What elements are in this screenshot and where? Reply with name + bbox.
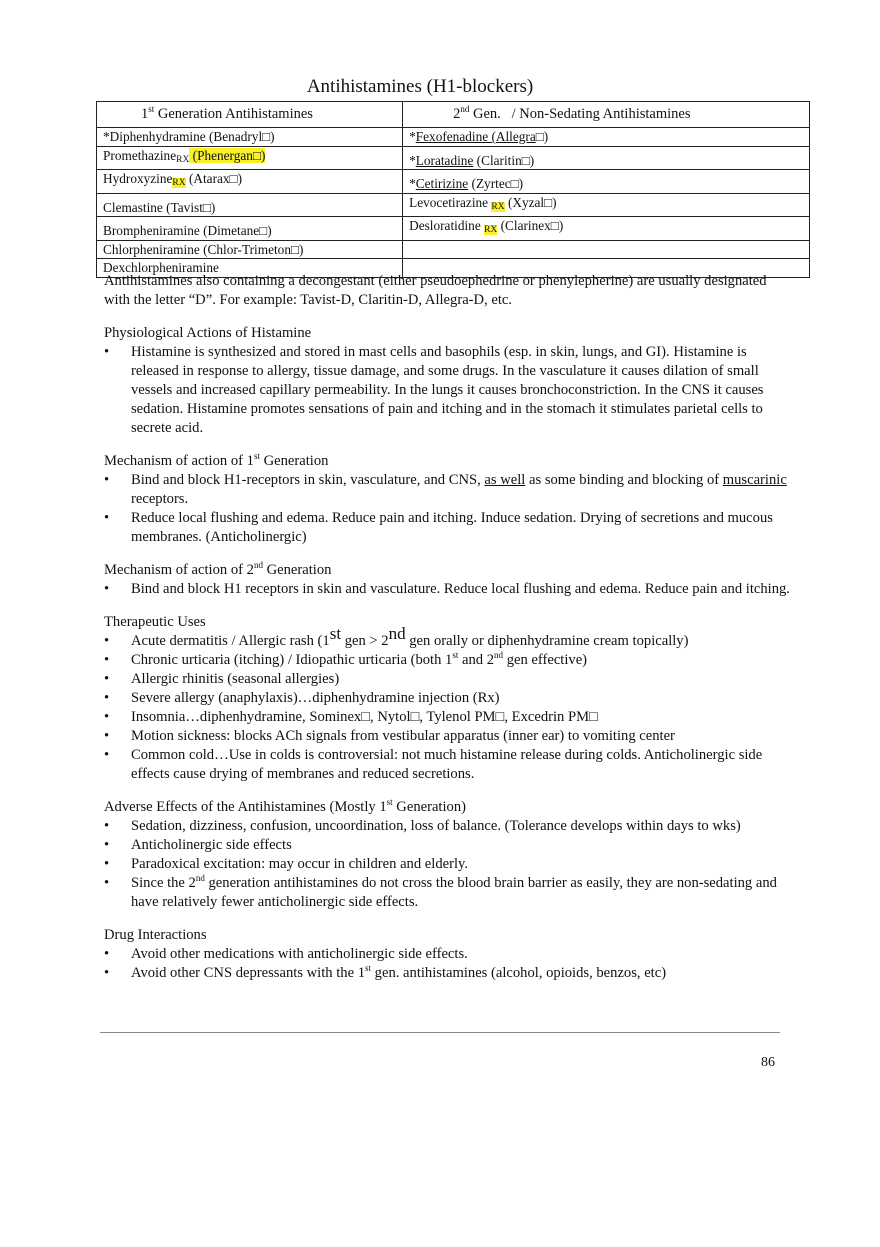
table-cell: Chlorpheniramine (Chlor-Trimeton□)	[97, 240, 403, 259]
table-row	[97, 217, 810, 241]
section-heading: Physiological Actions of Histamine	[104, 325, 312, 341]
list-item: • Insomnia…diphenhydramine, Sominex□, Nytol□, Tylenol PM□, Excedrin PM□	[104, 709, 598, 725]
list-item: • Avoid other medications with anticholinergic side effects.	[104, 946, 468, 962]
list-item: • Bind and block H1 receptors in skin and vasculature. Reduce local flushing and edema. Reduce pain and itching.	[104, 581, 790, 597]
list-item: • Reduce local flushing and edema. Reduce pain and itching. Induce sedation. Drying of secretions and mucous membranes. (Anticholinergic)	[104, 510, 773, 545]
antihistamine-table	[96, 101, 810, 278]
list-item: • Common cold…Use in colds is controversial: not much histamine release during colds. Anticholinergic side effects cause drying of membranes and reduced secretions.	[104, 747, 763, 782]
table-cell: Desloratidine RX (Clarinex□)	[403, 217, 810, 241]
list-item: • Paradoxical excitation: may occur in children and elderly.	[104, 856, 469, 872]
table-cell	[403, 240, 810, 259]
section-heading: Mechanism of action of 2nd Generation	[104, 560, 332, 578]
table-cell: Dexchlorpheniramine	[97, 259, 403, 278]
col1-header: 1st Generation Antihistamines	[97, 102, 403, 128]
table-cell: Clemastine (Tavist□)	[97, 193, 403, 217]
list-item: • Acute dermatitis / Allergic rash (1st gen > 2nd gen orally or diphenhydramine cream topically)	[104, 624, 689, 649]
table-cell: Brompheniramine (Dimetane□)	[97, 217, 403, 241]
list-item: • Since the 2nd generation antihistamines do not cross the blood brain barrier as easily, they are non-sedating and have relatively fewer anticholinergic side effects.	[104, 873, 777, 910]
table-cell: *Loratadine (Claritin□)	[403, 146, 810, 170]
list-item: • Severe allergy (anaphylaxis)…diphenhydramine injection (Rx)	[104, 690, 500, 706]
list-item: • Motion sickness: blocks ACh signals from vestibular apparatus (inner ear) to vomiting center	[104, 728, 675, 744]
table-cell: Levocetirazine RX (Xyzal□)	[403, 193, 810, 217]
table-header-row	[97, 102, 810, 128]
table-cell: *Diphenhydramine (Benadryl□)	[97, 128, 403, 147]
table-cell: *Fexofenadine (Allegra□)	[403, 128, 810, 147]
list-item: • Allergic rhinitis (seasonal allergies)	[104, 671, 340, 687]
page-title: Antihistamines (H1-blockers)	[306, 76, 534, 97]
section-heading: Therapeutic Uses	[104, 614, 206, 630]
footer-divider	[100, 1032, 780, 1033]
table-row	[97, 146, 810, 170]
section-heading: Drug Interactions	[104, 927, 207, 943]
table-row	[97, 193, 810, 217]
list-item: • Sedation, dizziness, confusion, uncoordination, loss of balance. (Tolerance develops within days to wks)	[104, 818, 741, 834]
page-number: 86	[761, 1055, 775, 1070]
section-heading: Adverse Effects of the Antihistamines (Mostly 1st Generation)	[104, 797, 466, 815]
table-row	[97, 240, 810, 259]
col2-header: 2nd Gen. / Non-Sedating Antihistamines	[403, 102, 810, 128]
document-body	[104, 272, 794, 983]
list-item: • Chronic urticaria (itching) / Idiopathic urticaria (both 1st and 2nd gen effective)	[104, 650, 588, 668]
table-cell: *Cetirizine (Zyrtec□)	[403, 170, 810, 194]
decongestant-note: Antihistamines also containing a decongestant (either pseudoephedrine or phenylepherine) are usually designated with the letter “D”. For example: Tavist-D, Claritin-D, Allegra-D, etc.	[104, 273, 767, 308]
table-cell: HydroxyzineRX (Atarax□)	[97, 170, 403, 194]
section-heading: Mechanism of action of 1st Generation	[104, 451, 329, 469]
list-item: • Anticholinergic side effects	[104, 837, 292, 853]
list-item: • Avoid other CNS depressants with the 1st gen. antihistamines (alcohol, opioids, benzos, etc)	[104, 963, 667, 981]
table-row	[97, 128, 810, 147]
list-item: • Bind and block H1-receptors in skin, vasculature, and CNS, as well as some binding and blocking of muscarinic receptors.	[104, 472, 787, 507]
table-cell: PromethazineRX (Phenergan□)	[97, 146, 403, 170]
table-row	[97, 170, 810, 194]
list-item: • Histamine is synthesized and stored in mast cells and basophils (esp. in skin, lungs, and GI). Histamine is released in response to allergy, tissue damage, and some drugs. In the vasculature it causes dilation of small vessels and increased capillary permeability. In the lungs it causes bronchoconstriction. In the CNS it causes sedation. Histamine promotes sensations of pain and itching and in the stomach it stimulates parietal cells to secrete acid.	[104, 344, 764, 436]
